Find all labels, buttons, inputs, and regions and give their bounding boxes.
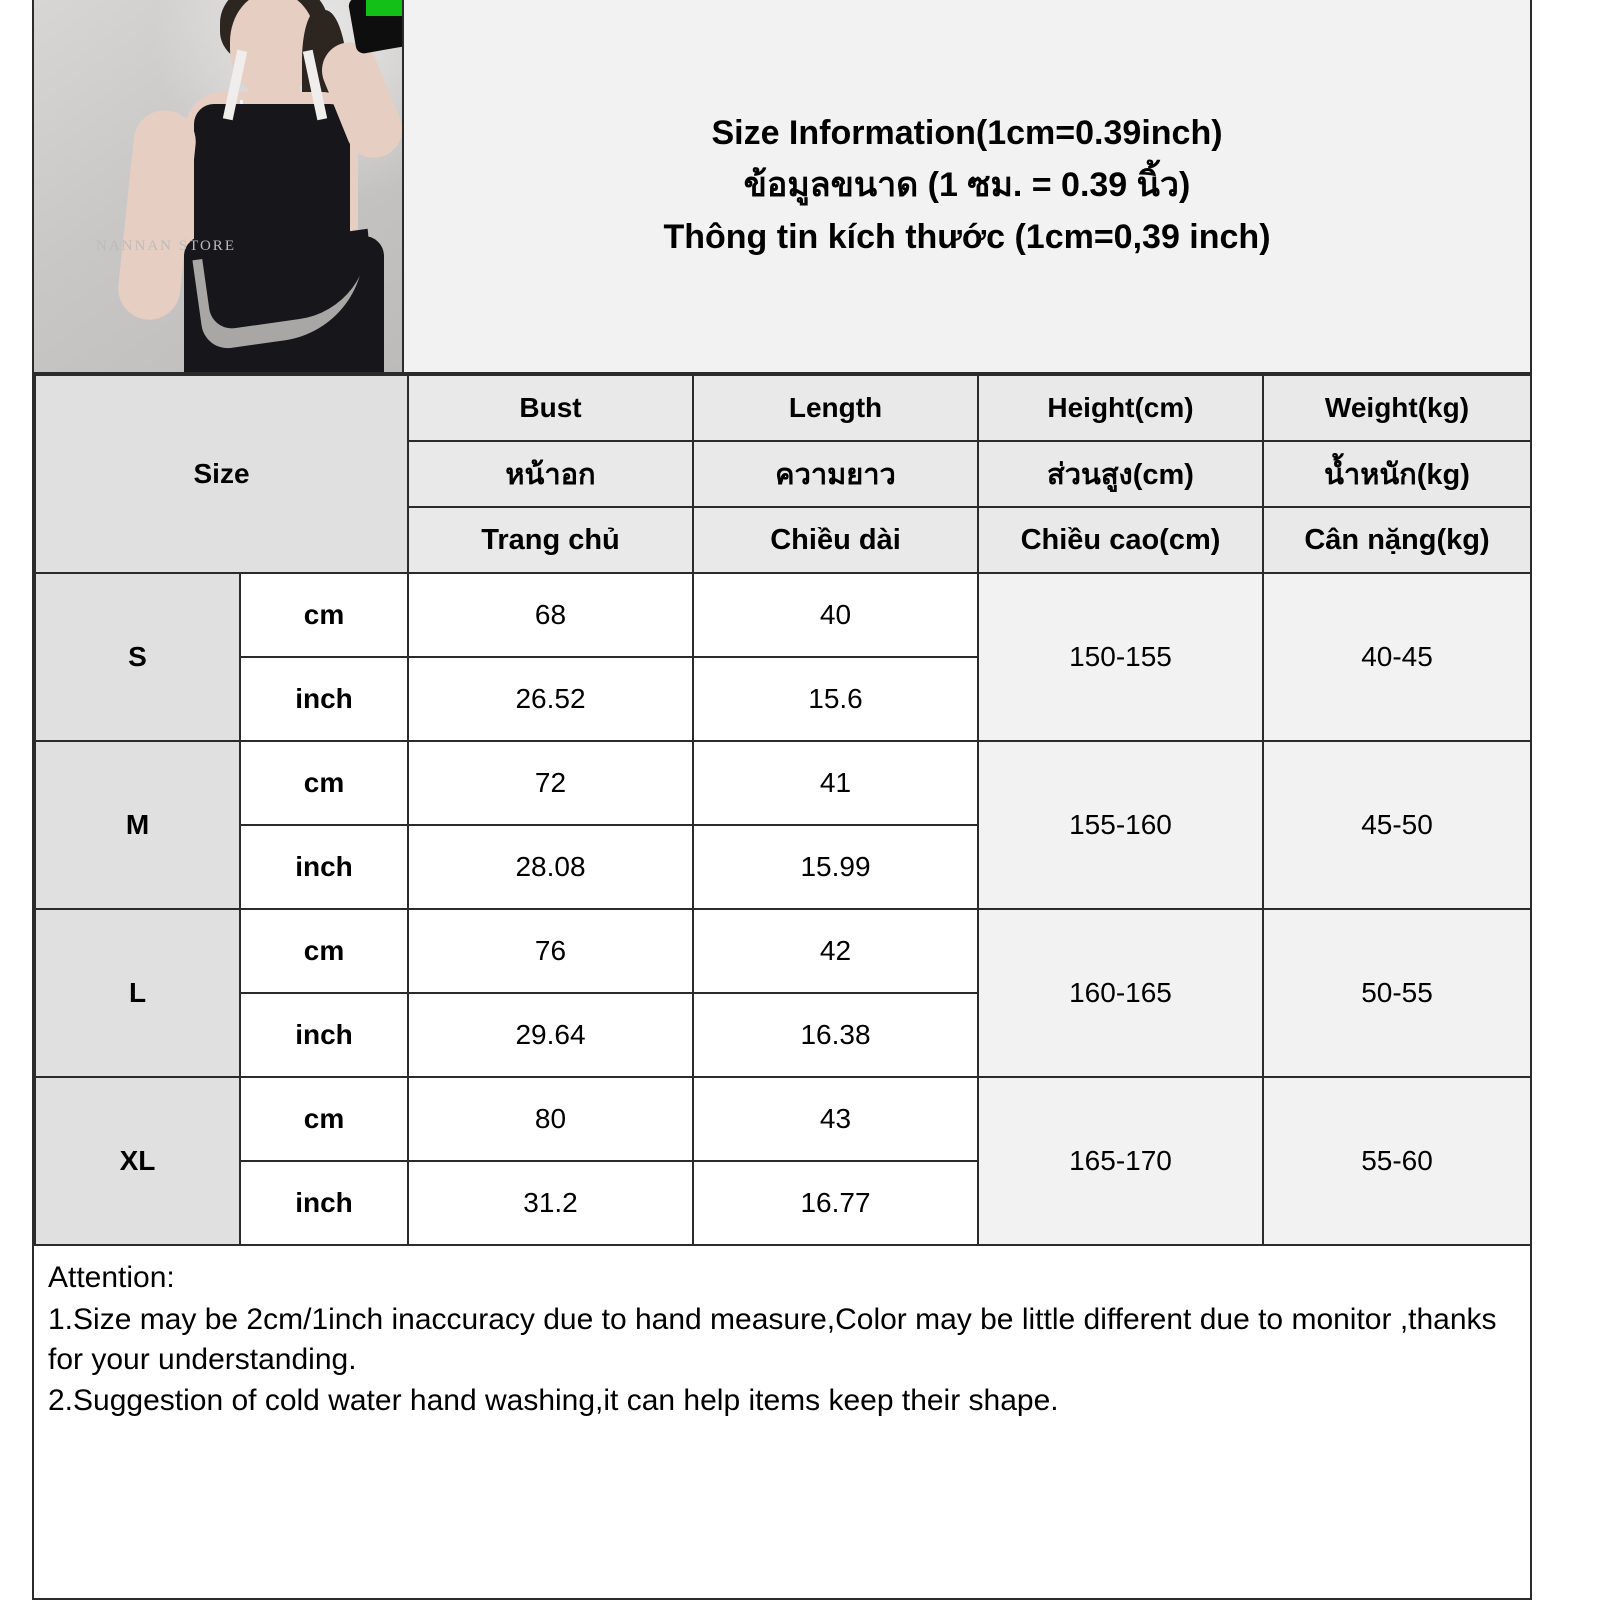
size-header-cell: Size xyxy=(35,375,408,573)
attention-line-1: 1.Size may be 2cm/1inch inaccuracy due to hand measure,Color may be little different due to monitor ,thanks for your understanding. xyxy=(48,1303,1505,1377)
col-header-height-th: ส่วนสูง(cm) xyxy=(978,441,1263,507)
attention-block xyxy=(34,1246,1530,1421)
title-line-th: ข้อมูลขนาด (1 ซม. = 0.39 นิ้ว) xyxy=(743,166,1191,205)
bust-cm-m: 72 xyxy=(408,741,693,825)
bust-inch-m: 28.08 xyxy=(408,825,693,909)
length-inch-s: 15.6 xyxy=(693,657,978,741)
col-header-length-vi: Chiều dài xyxy=(693,507,978,573)
table-row xyxy=(35,741,1531,825)
col-header-bust-th: หน้าอก xyxy=(408,441,693,507)
header-band xyxy=(34,0,1530,374)
bust-cm-s: 68 xyxy=(408,573,693,657)
model-sports-top xyxy=(194,104,350,252)
unit-cell-cm: cm xyxy=(240,741,408,825)
bust-inch-l: 29.64 xyxy=(408,993,693,1077)
product-photo-cell xyxy=(34,0,404,372)
bust-inch-xl: 31.2 xyxy=(408,1161,693,1245)
weight-s: 40-45 xyxy=(1263,573,1531,741)
height-xl: 165-170 xyxy=(978,1077,1263,1245)
table-row xyxy=(35,573,1531,657)
unit-cell-cm: cm xyxy=(240,1077,408,1161)
unit-cell-inch: inch xyxy=(240,825,408,909)
table-header-row-en xyxy=(35,375,1531,441)
size-cell-l: L xyxy=(35,909,240,1077)
height-m: 155-160 xyxy=(978,741,1263,909)
size-chart-sheet xyxy=(32,0,1532,1600)
col-header-bust-en: Bust xyxy=(408,375,693,441)
table-row xyxy=(35,909,1531,993)
col-header-weight-en: Weight(kg) xyxy=(1263,375,1531,441)
length-cm-l: 42 xyxy=(693,909,978,993)
height-s: 150-155 xyxy=(978,573,1263,741)
col-header-weight-vi: Cân nặng(kg) xyxy=(1263,507,1531,573)
col-header-length-th: ความยาว xyxy=(693,441,978,507)
unit-cell-cm: cm xyxy=(240,909,408,993)
title-block xyxy=(404,0,1530,372)
length-cm-xl: 43 xyxy=(693,1077,978,1161)
unit-cell-inch: inch xyxy=(240,993,408,1077)
length-cm-m: 41 xyxy=(693,741,978,825)
size-cell-s: S xyxy=(35,573,240,741)
size-table xyxy=(34,374,1532,1246)
attention-line-2: 2.Suggestion of cold water hand washing,it can help items keep their shape. xyxy=(48,1383,1059,1417)
col-header-bust-vi: Trang chủ xyxy=(408,507,693,573)
bust-inch-s: 26.52 xyxy=(408,657,693,741)
length-inch-l: 16.38 xyxy=(693,993,978,1077)
col-header-height-en: Height(cm) xyxy=(978,375,1263,441)
bust-cm-l: 76 xyxy=(408,909,693,993)
weight-l: 50-55 xyxy=(1263,909,1531,1077)
length-cm-s: 40 xyxy=(693,573,978,657)
photo-watermark: NANNAN STORE xyxy=(96,238,236,254)
height-l: 160-165 xyxy=(978,909,1263,1077)
size-cell-m: M xyxy=(35,741,240,909)
product-photo xyxy=(34,0,402,372)
title-line-vi: Thông tin kích thước (1cm=0,39 inch) xyxy=(663,217,1271,256)
length-inch-xl: 16.77 xyxy=(693,1161,978,1245)
green-corner-flag xyxy=(366,0,404,16)
length-inch-m: 15.99 xyxy=(693,825,978,909)
weight-m: 45-50 xyxy=(1263,741,1531,909)
unit-cell-cm: cm xyxy=(240,573,408,657)
title-line-en: Size Information(1cm=0.39inch) xyxy=(711,114,1223,153)
bust-cm-xl: 80 xyxy=(408,1077,693,1161)
unit-cell-inch: inch xyxy=(240,657,408,741)
col-header-weight-th: น้ำหนัก(kg) xyxy=(1263,441,1531,507)
col-header-height-vi: Chiều cao(cm) xyxy=(978,507,1263,573)
size-cell-xl: XL xyxy=(35,1077,240,1245)
weight-xl: 55-60 xyxy=(1263,1077,1531,1245)
attention-heading: Attention: xyxy=(48,1261,175,1294)
col-header-length-en: Length xyxy=(693,375,978,441)
table-row xyxy=(35,1077,1531,1161)
unit-cell-inch: inch xyxy=(240,1161,408,1245)
